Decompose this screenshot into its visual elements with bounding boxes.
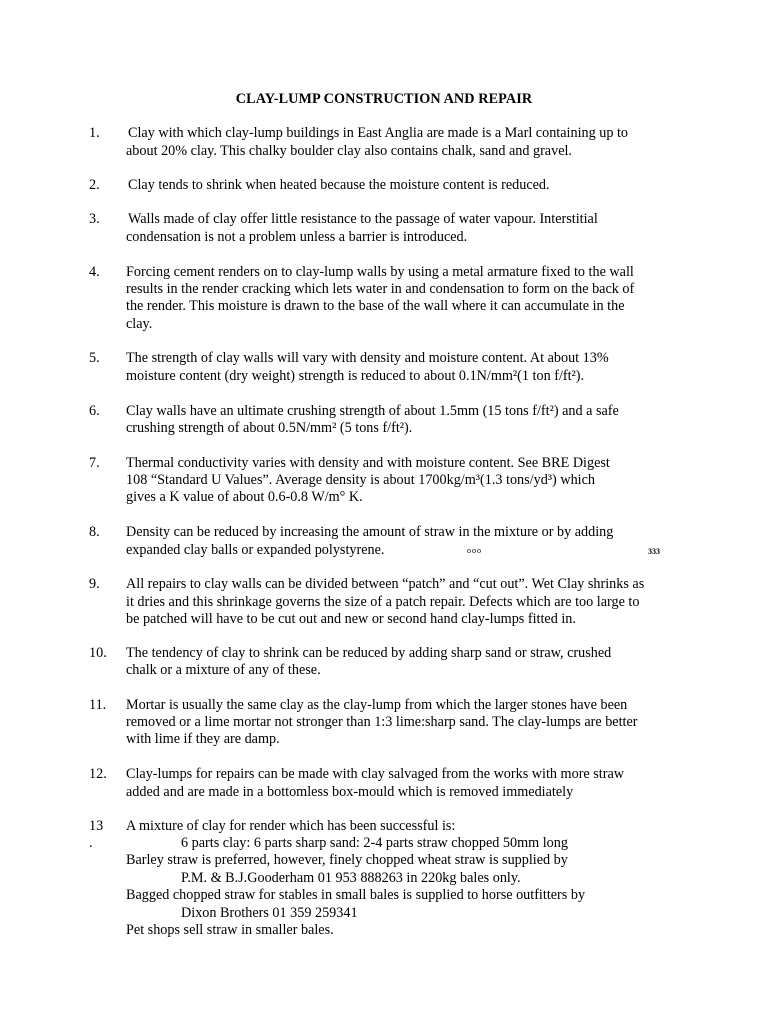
item-number: 9. bbox=[89, 576, 100, 592]
item-number: 7. bbox=[89, 455, 100, 471]
item-number: 3. bbox=[89, 211, 100, 227]
item-text-line: 6 parts clay: 6 parts sharp sand: 2-4 parts straw chopped 50mm long bbox=[181, 835, 568, 851]
item-text-line: All repairs to clay walls can be divided between “patch” and “cut out”. Wet Clay shrinks as bbox=[126, 576, 645, 592]
item-text-line: Clay with which clay-lump buildings in East Anglia are made is a Marl containing up to bbox=[128, 125, 629, 141]
item-number: 8. bbox=[89, 524, 100, 540]
item-text-line: Walls made of clay offer little resistance to the passage of water vapour. Interstitial bbox=[128, 211, 598, 227]
item-text-line: about 20% clay. This chalky boulder clay also contains chalk, sand and gravel. bbox=[126, 143, 572, 159]
item-text-line: Density can be reduced by increasing the amount of straw in the mixture or by adding bbox=[126, 524, 614, 540]
item-text-line: be patched will have to be cut out and new or second hand clay-lumps fitted in. bbox=[126, 611, 576, 627]
item-text-line: Pet shops sell straw in smaller bales. bbox=[126, 922, 334, 938]
item-number: 13 bbox=[89, 818, 104, 834]
item-text-line: Thermal conductivity varies with density and with moisture content. See BRE Digest bbox=[126, 455, 610, 471]
item-number: 10. bbox=[89, 645, 107, 661]
margin-mark: 333 bbox=[648, 547, 660, 556]
item-number: 12. bbox=[89, 766, 107, 782]
item-text-line: A mixture of clay for render which has been successful is: bbox=[126, 818, 456, 834]
item-number: 4. bbox=[89, 264, 100, 280]
margin-mark: ooo bbox=[467, 546, 482, 555]
item-text-line: it dries and this shrinkage governs the size of a patch repair. Defects which are too large to bbox=[126, 594, 640, 610]
item-text-line: The tendency of clay to shrink can be reduced by adding sharp sand or straw, crushed bbox=[126, 645, 612, 661]
item-text-line: with lime if they are damp. bbox=[126, 731, 280, 747]
item-text-line: Dixon Brothers 01 359 259341 bbox=[181, 905, 358, 921]
item-text-line: gives a K value of about 0.6-0.8 W/m° K. bbox=[126, 489, 363, 505]
item-text-line: Clay walls have an ultimate crushing strength of about 1.5mm (15 tons f/ft²) and a safe bbox=[126, 403, 619, 419]
item-number-dot: . bbox=[89, 835, 93, 851]
item-number: 11. bbox=[89, 697, 107, 713]
item-text-line: Bagged chopped straw for stables in small bales is supplied to horse outfitters by bbox=[126, 887, 586, 903]
item-text-line: removed or a lime mortar not stronger than 1:3 lime:sharp sand. The clay-lumps are better bbox=[126, 714, 638, 730]
item-number: 2. bbox=[89, 177, 100, 193]
item-number: 6. bbox=[89, 403, 100, 419]
item-text-line: Forcing cement renders on to clay-lump walls by using a metal armature fixed to the wall bbox=[126, 264, 634, 280]
item-text-line: moisture content (dry weight) strength is reduced to about 0.1N/mm²(1 ton f/ft²). bbox=[126, 368, 585, 384]
document-title: CLAY-LUMP CONSTRUCTION AND REPAIR bbox=[235, 91, 533, 107]
item-text-line: results in the render cracking which lets water in and condensation to form on the back of bbox=[126, 281, 635, 297]
item-number: 1. bbox=[89, 125, 100, 141]
item-text-line: added and are made in a bottomless box-mould which is removed immediately bbox=[126, 784, 574, 800]
item-text-line: Barley straw is preferred, however, finely chopped wheat straw is supplied by bbox=[126, 852, 568, 868]
item-text-line: the render. This moisture is drawn to the base of the wall where it can accumulate in the bbox=[126, 298, 625, 314]
item-text-line: 108 “Standard U Values”. Average density is about 1700kg/m³(1.3 tons/yd³) which bbox=[126, 472, 595, 488]
item-text-line: Clay tends to shrink when heated because the moisture content is reduced. bbox=[128, 177, 550, 193]
item-text-line: Clay-lumps for repairs can be made with clay salvaged from the works with more straw bbox=[126, 766, 624, 782]
item-text-line: chalk or a mixture of any of these. bbox=[126, 662, 321, 678]
item-text-line: Mortar is usually the same clay as the clay-lump from which the larger stones have been bbox=[126, 697, 628, 713]
item-text-line: P.M. & B.J.Gooderham 01 953 888263 in 220kg bales only. bbox=[181, 870, 521, 886]
item-text-line: The strength of clay walls will vary with density and moisture content. At about 13% bbox=[126, 350, 609, 366]
item-text-line: condensation is not a problem unless a barrier is introduced. bbox=[126, 229, 468, 245]
item-text-line: clay. bbox=[126, 316, 153, 332]
item-text-line: expanded clay balls or expanded polystyrene. bbox=[126, 542, 385, 558]
item-text-line: crushing strength of about 0.5N/mm² (5 tons f/ft²). bbox=[126, 420, 413, 436]
item-number: 5. bbox=[89, 350, 100, 366]
